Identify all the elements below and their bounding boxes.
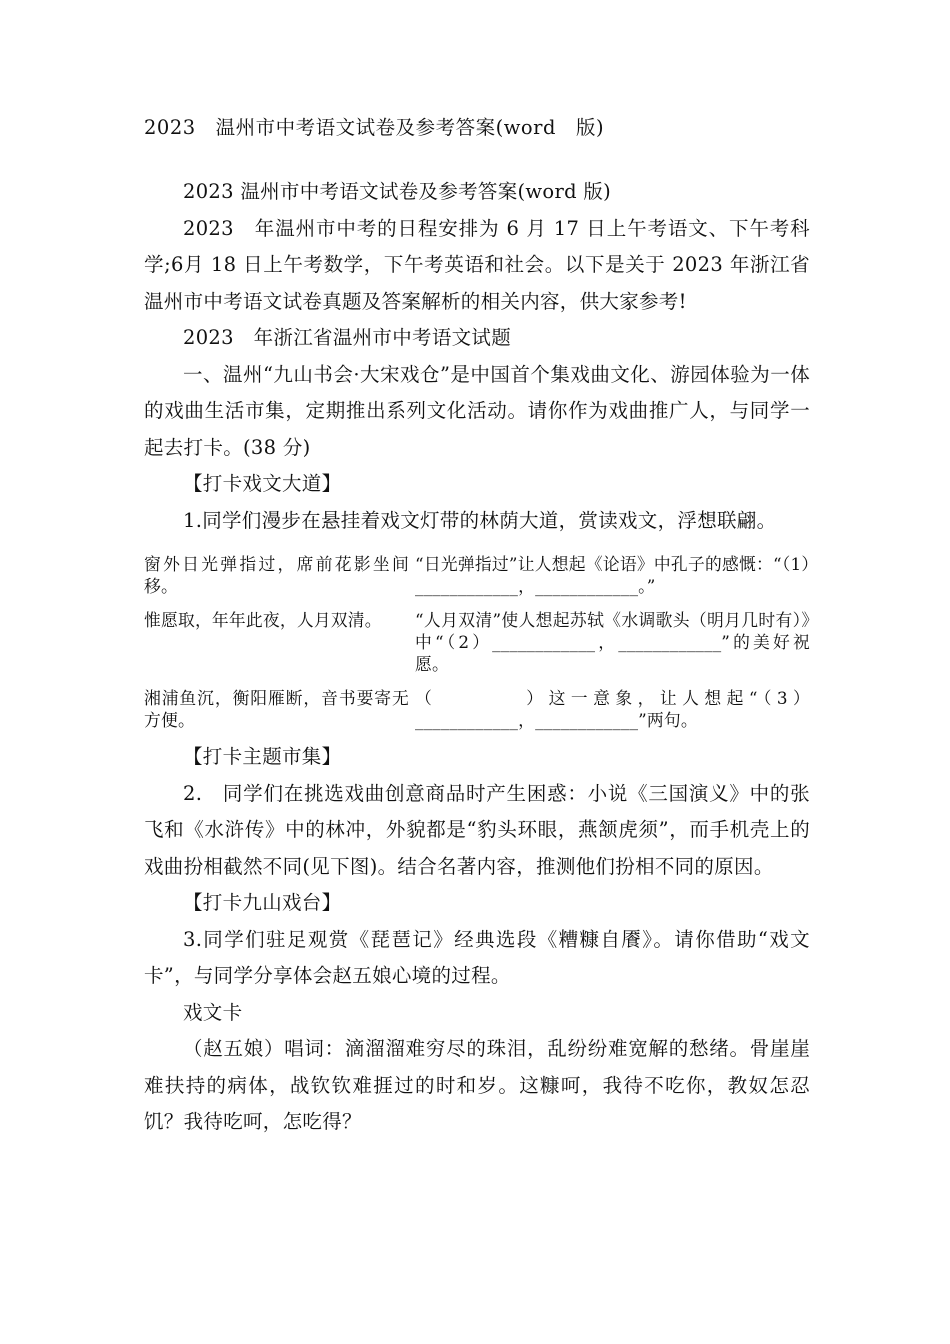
card-title: 戏文卡 — [183, 1000, 243, 1024]
question-3: 3.同学们驻足观赏《琵琶记》经典选段《糟糠自餍》。请你借助“戏文卡”，与同学分享体会赵五娘心境的过程。 — [144, 927, 810, 987]
question-2: 2. 同学们在挑选戏曲创意商品时产生困惑：小说《三国演义》中的张飞和《水浒传》中的林冲，外貌都是“豹头环眼，燕颔虎须”，而手机壳上的戏曲扮相截然不同(见下图)。结合名著内容，推测他们扮相不同的原因。 — [144, 781, 810, 878]
card-lyrics: （赵五娘）唱词：滴溜溜难穷尽的珠泪，乱纷纷难宽解的愁绪。骨崖崖难扶持的病体，战钦钦难捱过的时和岁。这糠呵，我待不吃你，教奴怎忍饥？我待吃呵，怎吃得？ — [144, 1037, 810, 1133]
paragraph-heading-repeat: 2023 温州市中考语文试卷及参考答案(word 版) — [183, 180, 612, 203]
document-body — [144, 174, 810, 1141]
table-row — [144, 681, 810, 737]
question-1: 1.同学们漫步在悬挂着戏文灯带的林荫大道，赏读戏文，浮想联翩。 — [183, 508, 777, 532]
poem-prompt-cell: “人月双清”使人想起苏轼《水调歌头（明月几时有）》中“（2）____________，____________”的美好祝愿。 — [415, 610, 810, 674]
poem-line-cell: 窗外日光弹指过，席前花影坐间移。 — [144, 554, 409, 596]
document-title: 2023 温州市中考语文试卷及参考答案(word 版) — [144, 116, 605, 139]
section-heading-jiushan-stage: 【打卡九山戏台】 — [183, 891, 342, 914]
poem-prompt-cell: （ ）这一意象，让人想起“（3）____________，____________”两句。 — [415, 688, 810, 730]
section-heading-theme-market: 【打卡主题市集】 — [183, 745, 342, 768]
poem-table — [144, 547, 810, 737]
paragraph-section-one-intro: 一、温州“九山书会·大宋戏仓”是中国首个集戏曲文化、游园体验为一体的戏曲生活市集，定期推出系列文化活动。请你作为戏曲推广人，与同学一起去打卡。(38 分) — [144, 362, 810, 459]
poem-line-cell: 湘浦鱼沉，衡阳雁断，音书要寄无方便。 — [144, 688, 409, 730]
paragraph-exam-name: 2023 年浙江省温州市中考语文试题 — [183, 326, 512, 349]
paragraph-exam-schedule: 2023 年温州市中考的日程安排为 6 月 17 日上午考语文、下午考科学;6月 18 日上午考数学，下午考英语和社会。以下是关于 2023 年浙江省温州市中考语文试卷真题及答案解析的相关内容，供大家参考! — [144, 216, 810, 313]
poem-line-cell: 惟愿取，年年此夜，人月双清。 — [144, 610, 382, 630]
section-heading-xiwen-avenue: 【打卡戏文大道】 — [183, 472, 342, 495]
poem-prompt-cell: “日光弹指过”让人想起《论语》中孔子的感慨：“（1）____________，____________。” — [415, 554, 810, 596]
table-row — [144, 547, 810, 603]
table-row — [144, 603, 810, 681]
